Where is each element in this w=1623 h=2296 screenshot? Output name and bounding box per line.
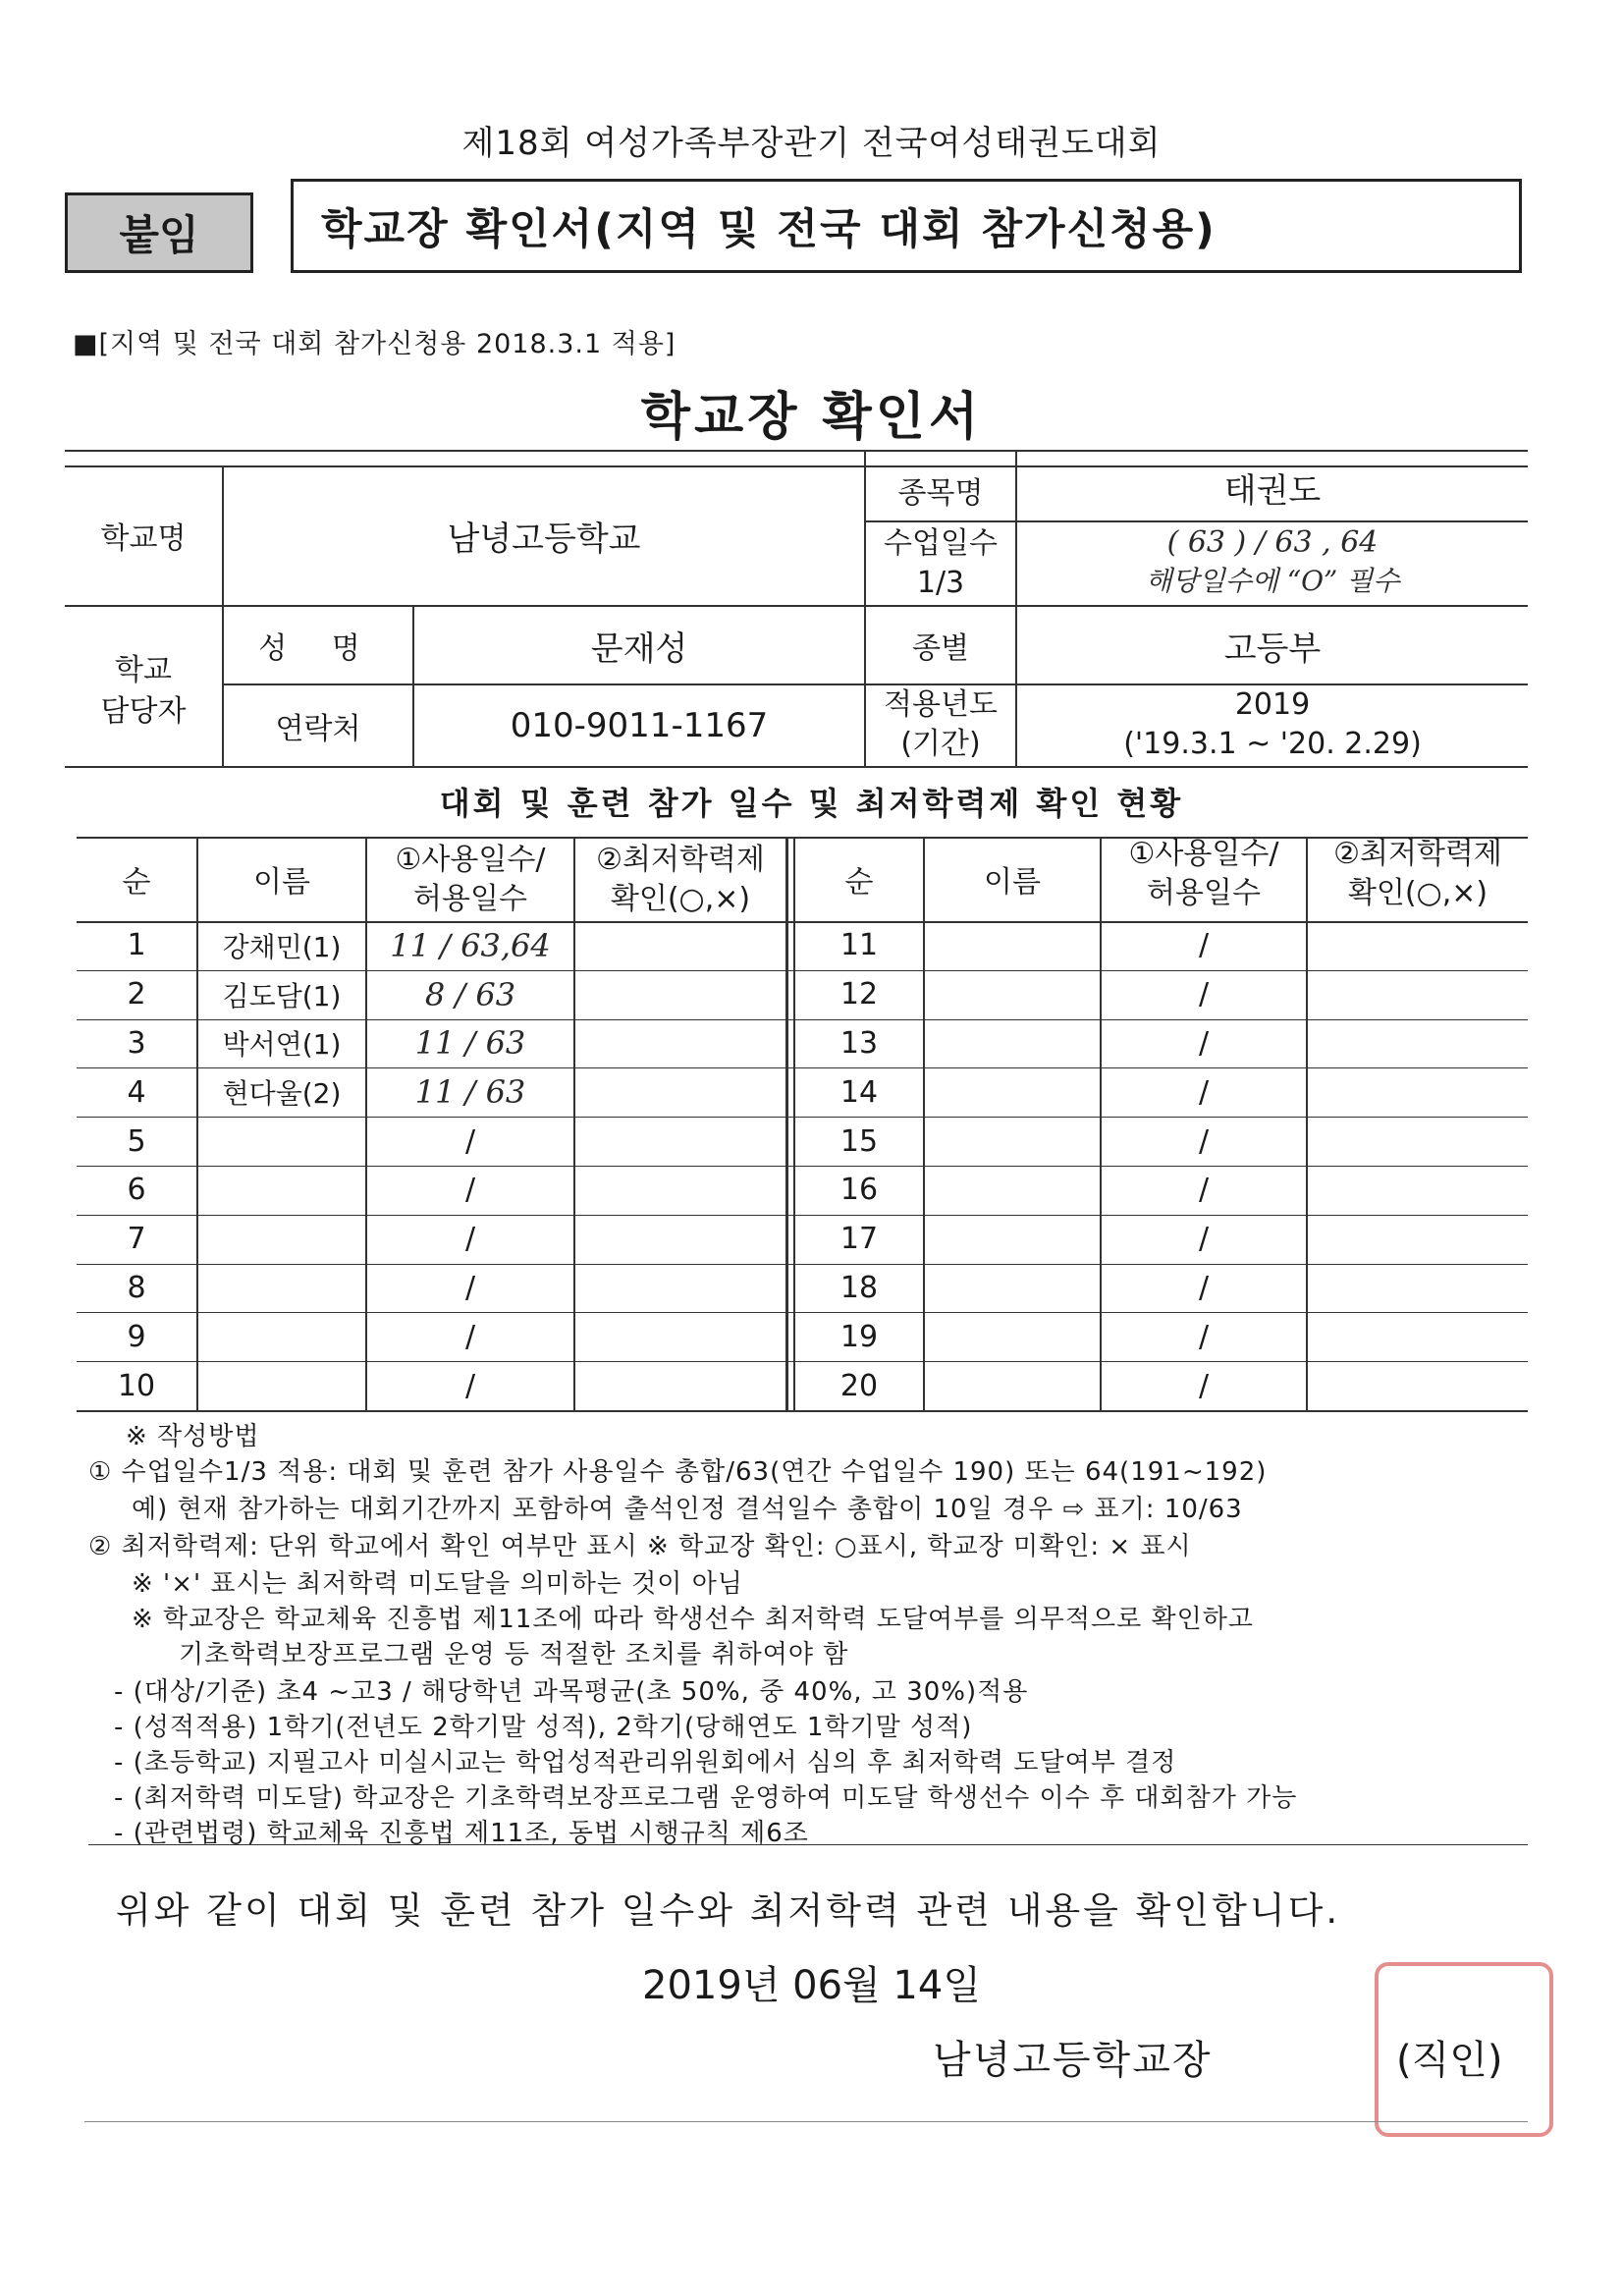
row-name — [925, 1019, 1100, 1068]
header-no-left: 순 — [122, 865, 151, 900]
instruction-line: ※ '×' 표시는 최저학력 미도달을 의미하는 것이 아님 — [132, 1569, 743, 1599]
row-name: 김도담(1) — [222, 979, 342, 1012]
row-days: 8 / 63 — [424, 975, 516, 1013]
row-days: / — [464, 1173, 476, 1208]
row-days: / — [1198, 928, 1210, 963]
header-no-right: 순 — [844, 865, 874, 900]
class-days-value: ( 63 ) / 63 , 64 — [1166, 525, 1379, 560]
row-check — [575, 970, 785, 1019]
row-check — [1308, 1312, 1528, 1361]
row-days: 11 / 63 — [414, 1073, 526, 1112]
row-name — [925, 1067, 1100, 1117]
row-no: 16 — [839, 1173, 879, 1208]
row-no: 3 — [127, 1025, 146, 1061]
row-check — [1308, 1067, 1528, 1117]
row-name — [925, 1264, 1100, 1313]
row-check — [575, 1166, 785, 1215]
school-name: 남녕고등학교 — [447, 519, 641, 559]
sport-label: 종목명 — [897, 476, 984, 511]
header-name-right: 이름 — [984, 865, 1041, 900]
row-no: 14 — [839, 1074, 879, 1110]
instruction-line: ※ 작성방법 — [126, 1422, 260, 1451]
seal-label: (직인) — [1396, 2038, 1503, 2083]
name-label: 성 명 — [258, 631, 378, 666]
instruction-line: - (관련법령) 학교체육 진흥법 제11조, 동법 시행규칙 제6조 — [114, 1819, 809, 1848]
class-days-label: 수업일수 1/3 — [884, 526, 998, 600]
row-days: / — [464, 1319, 476, 1354]
row-days: / — [1198, 1173, 1210, 1208]
row-no: 10 — [117, 1368, 156, 1403]
instruction-line: 예) 현재 참가하는 대회기간까지 포함하여 출석인정 결석일수 총합이 10일 경우 ⇨ 표기: 10/63 — [132, 1495, 1243, 1524]
row-days: / — [464, 1270, 476, 1305]
row-no: 6 — [127, 1173, 146, 1208]
row-check — [1308, 921, 1528, 970]
row-days: 11 / 63 — [414, 1024, 526, 1063]
class-days-note: 해당일수에 “O” 필수 — [1145, 565, 1400, 597]
row-check — [575, 1264, 785, 1313]
row-days: / — [464, 1222, 476, 1257]
row-days: / — [1198, 1025, 1210, 1061]
row-check — [1308, 1166, 1528, 1215]
row-no: 8 — [127, 1270, 146, 1305]
row-days: / — [1198, 1074, 1210, 1110]
row-name — [198, 1361, 365, 1410]
row-check — [1308, 1215, 1528, 1264]
row-no: 1 — [127, 928, 146, 963]
row-check — [575, 1019, 785, 1068]
row-days: / — [1198, 1123, 1210, 1159]
row-name: 강채민(1) — [222, 930, 342, 963]
confirm-text: 위와 같이 대회 및 훈련 참가 일수와 최저학력 관련 내용을 확인합니다. — [116, 1889, 1341, 1932]
row-name — [925, 1361, 1100, 1410]
instruction-line: 기초학력보장프로그램 운영 등 적절한 조치를 취하여야 함 — [179, 1640, 849, 1669]
date: 2019년 06월 14일 — [642, 1963, 981, 2008]
row-name — [198, 1215, 365, 1264]
row-name — [925, 1215, 1100, 1264]
row-check — [575, 921, 785, 970]
row-check — [575, 1361, 785, 1410]
instruction-line: - (초등학교) 지필고사 미실시교는 학업성적관리위원회에서 심의 후 최저학력 도달여부 결정 — [114, 1748, 1177, 1777]
header-name-left: 이름 — [253, 865, 310, 900]
row-no: 13 — [839, 1025, 879, 1061]
instruction-line: ① 수업일수1/3 적용: 대회 및 훈련 참가 사용일수 총합/63(연간 수업일수 190) 또는 64(191~192) — [88, 1457, 1268, 1487]
contact: 010-9011-1167 — [510, 706, 769, 745]
school-name-label: 학교명 — [100, 521, 187, 556]
row-no: 5 — [127, 1123, 146, 1159]
row-no: 19 — [839, 1319, 879, 1354]
row-name — [198, 1117, 365, 1166]
row-name — [925, 970, 1100, 1019]
principal-name: 남녕고등학교장 — [933, 2038, 1213, 2083]
row-no: 7 — [127, 1222, 146, 1257]
row-name — [198, 1312, 365, 1361]
row-name — [198, 1166, 365, 1215]
document-banner: 학교장 확인서(지역 및 전국 대회 참가신청용) — [291, 179, 1522, 273]
division: 고등부 — [1223, 629, 1322, 669]
instruction-line: - (성적적용) 1학기(전년도 2학기말 성적), 2학기(당해연도 1학기말 성적) — [114, 1713, 973, 1742]
header-days-left: ①사용일수/ 허용일수 — [395, 843, 546, 916]
row-no: 15 — [839, 1123, 879, 1159]
row-check — [1308, 1361, 1528, 1410]
row-days: / — [1198, 1368, 1210, 1403]
row-name — [925, 921, 1100, 970]
row-days: / — [464, 1368, 476, 1403]
row-check — [575, 1215, 785, 1264]
row-days: / — [1198, 1319, 1210, 1354]
row-name: 박서연(1) — [222, 1028, 342, 1062]
row-no: 20 — [839, 1368, 879, 1403]
header-check-right: ②최저학력제 확인(○,×) — [1333, 837, 1502, 910]
row-no: 17 — [839, 1222, 879, 1257]
section-title: 대회 및 훈련 참가 일수 및 최저학력제 확인 현황 — [439, 785, 1184, 822]
instruction-line: ※ 학교장은 학교체육 진흥법 제11조에 따라 학생선수 최저학력 도달여부를 의무적으로 확인하고 — [132, 1605, 1254, 1634]
row-check — [1308, 1264, 1528, 1313]
sport: 태권도 — [1223, 470, 1322, 511]
row-check — [1308, 970, 1528, 1019]
row-check — [1308, 1019, 1528, 1068]
manager-name: 문재성 — [590, 629, 688, 669]
instruction-line: - (대상/기준) 초4 ~고3 / 해당학년 과목평균(초 50%, 중 40%, 고 30%)적용 — [114, 1677, 1029, 1707]
header-check-left: ②최저학력제 확인(○,×) — [596, 843, 765, 916]
main-title: 학교장 확인서 — [640, 388, 983, 447]
row-no: 18 — [839, 1270, 879, 1305]
row-name — [198, 1264, 365, 1313]
row-name — [925, 1312, 1100, 1361]
row-no: 2 — [127, 977, 146, 1012]
applicable-year: 2019 ('19.3.1 ~ '20. 2.29) — [1123, 687, 1422, 761]
contact-label: 연락처 — [275, 712, 361, 746]
row-check — [575, 1312, 785, 1361]
row-no: 11 — [839, 928, 879, 963]
attachment-badge: 붙임 — [65, 192, 253, 273]
row-check — [1308, 1117, 1528, 1166]
row-days: / — [1198, 1222, 1210, 1257]
row-days: / — [1198, 977, 1210, 1012]
row-name — [925, 1166, 1100, 1215]
instruction-line: - (최저학력 미도달) 학교장은 기초학력보장프로그램 운영하여 미도달 학생선수 이수 후 대회참가 가능 — [114, 1783, 1298, 1813]
year-label: 적용년도 (기간) — [884, 687, 998, 761]
manager-label: 학교 담당자 — [100, 653, 187, 729]
row-no: 4 — [127, 1074, 146, 1110]
row-no: 9 — [127, 1319, 146, 1354]
row-check — [575, 1117, 785, 1166]
row-days: / — [464, 1123, 476, 1159]
header-days-right: ①사용일수/ 허용일수 — [1128, 837, 1279, 910]
row-check — [575, 1067, 785, 1117]
event-title: 제18회 여성가족부장관기 전국여성태권도대회 — [461, 124, 1162, 163]
row-days: 11 / 63,64 — [390, 926, 551, 964]
row-name: 현다울(2) — [222, 1077, 342, 1111]
apply-note: ■[지역 및 전국 대회 참가신청용 2018.3.1 적용] — [73, 329, 676, 359]
instruction-line: ② 최저학력제: 단위 학교에서 확인 여부만 표시 ※ 학교장 확인: ○표시, 학교장 미확인: × 표시 — [88, 1532, 1192, 1561]
row-days: / — [1198, 1270, 1210, 1305]
row-name — [925, 1117, 1100, 1166]
division-label: 종별 — [912, 631, 969, 666]
row-no: 12 — [839, 977, 879, 1012]
